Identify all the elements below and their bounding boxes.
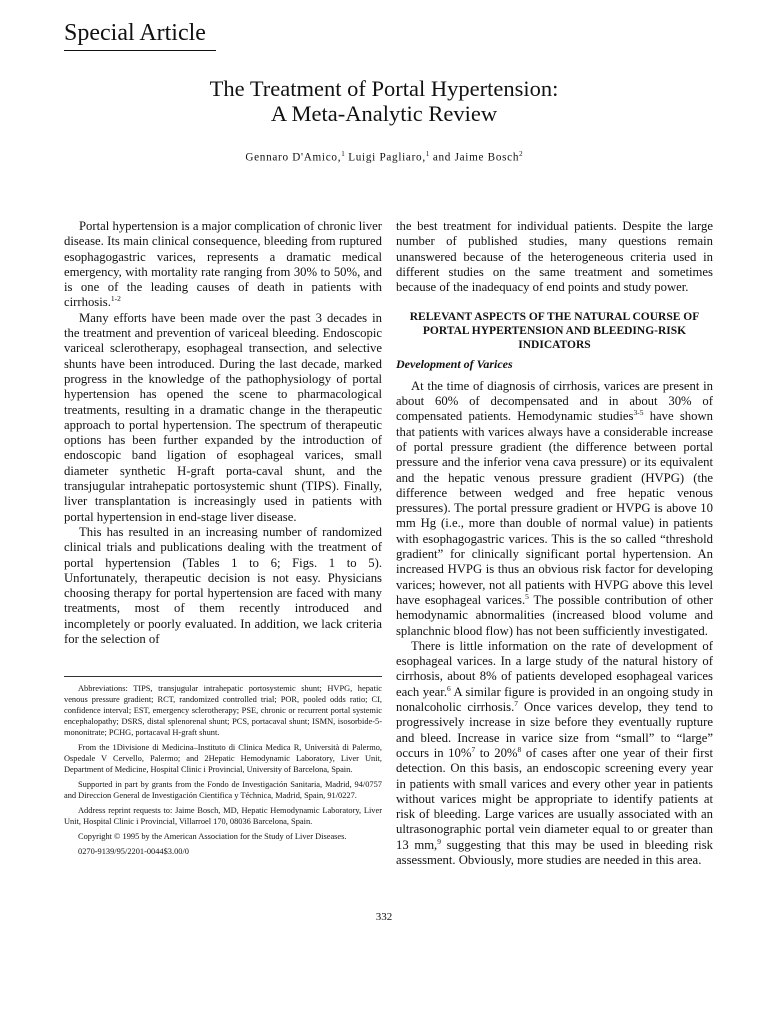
paragraph: Many efforts have been made over the past 3 decades in the treatment and prevention of variceal bleeding. Endoscopic variceal sclerotherapy, esophageal transection, and selective shunts have been introduced. During the last decade, marked progress in the knowledge of the pathophysiology of portal hypertension has opened the scene to pharmacological treatments, resulting in a dramatic change in the therapeutic approach to portal hypertension. The spectrum of therapeutic options has been further expanded by the introduction of endoscopic band ligation of esophageal varices, small diameter synthetic H-graft porta-caval shunt, and the transjugular intrahepatic portosystemic shunt (TIPS). Finally, liver transplantation is increasingly used in patients with portal hypertension in end-stage liver disease. (64, 310, 382, 524)
paragraph: Portal hypertension is a major complication of chronic liver disease. Its main clinical consequence, bleeding from ruptured esophagogastric varices, represents a dramatic medical emergency, with mortality rate ranging from 30% to 50%, and is one of the leading causes of death in patients with cirrhosis.$^{1-2}$ (64, 219, 383, 310)
title-line-2: A Meta-Analytic Review (270, 101, 498, 126)
section-label: Special Article (64, 20, 206, 46)
author-name: Gennaro D'Amico, (245, 151, 342, 164)
citation: 1-2 (110, 294, 121, 304)
author-name: Luigi Pagliaro, (348, 151, 426, 164)
footnote-code: 0270-9139/95/2201-0044$3.00/0 (78, 847, 189, 856)
author-name: and Jaime Bosch (432, 151, 520, 164)
page-number: 332 (375, 911, 393, 923)
author-affiliation: 2 (519, 150, 523, 158)
footnote-affiliations: From the 1Divisione di Medicina–Instituto di Clinica Medica R, Università di Palermo, Ospedale V Cervello, Palermo; and 2Hepatic Hemodynamic Laboratory, Liver Unit, Department of Medicine, Hospital Clinic i Provincial, University of Barcelona, Spain. (64, 743, 382, 774)
citation: 7 (471, 744, 476, 754)
paragraph: This has resulted in an increasing number of randomized clinical trials and publications dealing with the treatment of portal hypertension (Tables 1 to 6; Figs. 1 to 5). Unfortunately, therapeutic decision is not easy. Physicians choosing therapy for portal hypertension are faced with many treatments, most of them recently introduced and incompletely or poorly evaluated. In addition, we lack criteria for the selection of (64, 524, 382, 647)
citation: 6 (447, 683, 451, 693)
citation: 7 (514, 698, 519, 708)
article-title (0, 76, 768, 126)
footnote-address: Address reprint requests to: Jaime Bosch, MD, Hepatic Hemodynamic Laboratory, Liver Unit, Hospital Clinic i Provincial, Villarroel 170, 08036 Barcelona, Spain. (64, 806, 382, 826)
title-line-1: The Treatment of Portal Hypertension: (209, 76, 559, 101)
paragraph: There is little information on the rate of development of esophageal varices. In a large study of the natural history of cirrhosis, about 8% of patients developed esophageal varices each year.$^6$ A similar figure is provided in an ongoing study in nonalcoholic cirrhosis.$^7$ Once varices develop, they tend to progressively increase in size before they eventually rupture and bleed. Increase in varice size from “small” to “large” occurs in 10%$^7$ to 20%$^8$ of cases after one year of their first detection. On this basis, an endoscopic screening every year in patients with small varices and every other year in patients without varices might be appropriate to identify patients at risk of bleeding. Large varices are usually associated with an ultrasonographic portal vein diameter equal to or greater than 13 mm,$^9$ suggesting that this may be used in bleeding risk assessment. Obviously, more studies are needed in this area. (396, 638, 713, 867)
author-affiliation: 1 (341, 150, 345, 158)
citation: 5 (525, 591, 529, 601)
paragraph: At the time of diagnosis of cirrhosis, varices are present in about 60% of decompensated and in about 30% of compensated patients. Hemodynamic studies$^{3-5}$ have shown that patients with varices always have a considerable increase of portal pressure gradient (the difference between portal pressure and the inferior vena cava pressure) or its equivalent and the hepatic venous pressure gradient (HVPG) (the difference between wedged and free hepatic venous pressures). The portal pressure gradient or HVPG is above 10 mm Hg (i.e., more than double of normal value) in patients with esophagogastric varices. This is the so called “threshold gradient” for clinically significant portal hypertension. An increased HVPG is thus an obvious risk factor for developing varices; however, not all patients with HVPG above this level have esophageal varices.$^5$ The possible contribution of other hemodynamic abnormalities (increased blood volume and splanchnic blood flow) has not been sufficiently investigated. (396, 378, 713, 638)
citation: 3-5 (633, 408, 644, 418)
footnote-rule (64, 676, 382, 677)
author-affiliation: 1 (425, 150, 430, 158)
citation: 8 (517, 744, 522, 754)
subsection-heading: Development of Varices (396, 357, 513, 372)
footnote-abbreviations: Abbreviations: TIPS, transjugular intrahepatic portosystemic shunt; HVPG, hepatic venous pressure gradient; RCT, randomized controlled trial; POR, pooled odds ratio; CI, confidence interval; EST, emergency sclerotherapy; PSE, chronic or recurrent portal systemic encephalopathy; DSRS, distal splenorenal shunt; PCS, portacaval shunt; ISMN, isosorbide-5-mononitrate; PCHG, portacaval H-graft shunt. (64, 684, 382, 737)
section-heading: RELEVANT ASPECTS OF THE NATURAL COURSE OF PORTAL HYPERTENSION AND BLEEDING-RISK INDICATORS (409, 311, 700, 352)
author-list (0, 150, 768, 164)
footnote-copyright: Copyright © 1995 by the American Association for the Study of Liver Diseases. (78, 832, 347, 841)
footnote-funding: Supported in part by grants from the Fondo de Investigación Sanitaria, Madrid, 94/0757 and Direccion General de Investigación Cientifica y Téchnica, Madrid, Spain, 91/0227. (64, 780, 382, 800)
right-column (396, 219, 713, 868)
section-rule (64, 50, 216, 51)
paragraph: the best treatment for individual patients. Despite the large number of published studies, many questions remain unanswered because of the heterogeneous criteria used in different studies on the same treatment and sometimes because of the inadequacy of end points and study power. (396, 219, 713, 295)
citation: 9 (437, 836, 441, 846)
footnotes (64, 683, 382, 861)
left-column (64, 219, 382, 647)
